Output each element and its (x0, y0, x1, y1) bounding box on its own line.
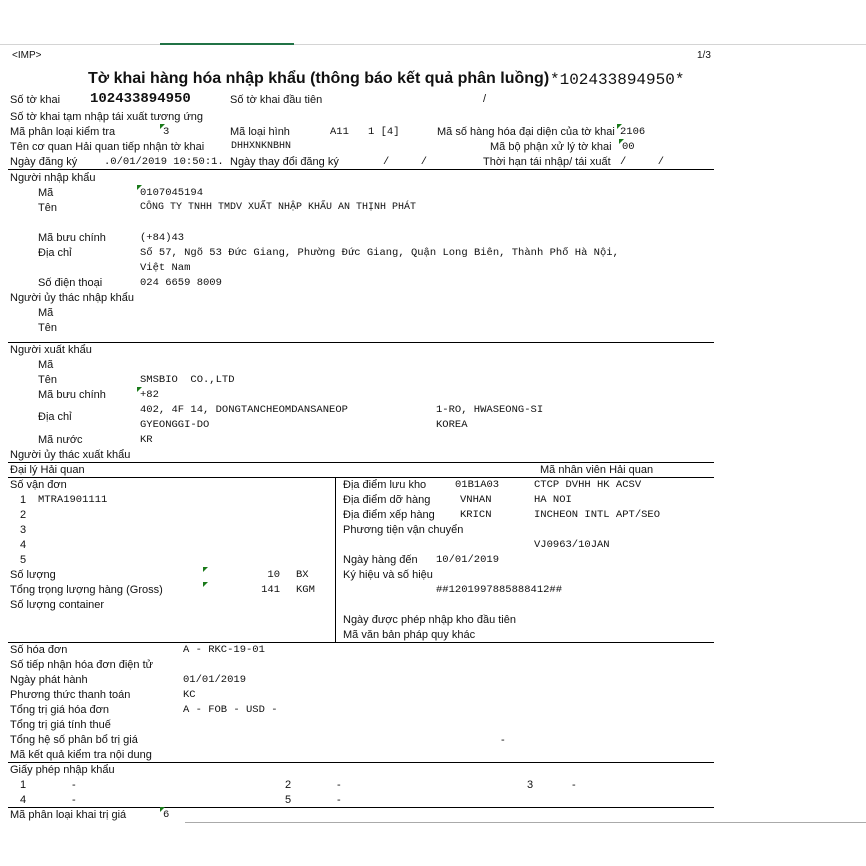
value: KRICN (460, 509, 492, 521)
declaration-number: 102433894950 (90, 91, 191, 107)
label: Địa điểm lưu kho (343, 479, 427, 491)
license-index: 2 (285, 779, 292, 791)
divider (8, 342, 714, 343)
unit: BX (296, 569, 309, 581)
value: INCHEON INTL APT/SEO (534, 509, 661, 521)
value: KOREA (436, 419, 468, 431)
section-title: Người ủy thác xuất khẩu (10, 449, 131, 461)
label: Số điện thoại (38, 277, 103, 289)
label: Giấy phép nhập khẩu (10, 764, 115, 776)
divider (8, 642, 714, 643)
value: KR (140, 434, 153, 446)
label: Ngày được phép nhập kho đầu tiên (343, 614, 516, 626)
value: DHHXNKNBHN (231, 141, 292, 152)
label: Ngày đăng ký (10, 156, 78, 168)
label: Tên cơ quan Hải quan tiếp nhận tờ khai (10, 141, 205, 153)
bill-index: 3 (20, 524, 27, 536)
value: 1 [4] (368, 126, 400, 138)
value: / / (383, 156, 428, 168)
label: Số vận đơn (10, 479, 67, 491)
license-index: 5 (285, 794, 292, 806)
value: A - RKC-19-01 (183, 644, 265, 656)
label: Mã nước (38, 434, 83, 446)
label: Mã phân loại khai trị giá (10, 809, 127, 821)
form-tag: <IMP> (12, 50, 42, 61)
label: Ngày thay đổi đăng ký (230, 156, 339, 168)
label: Mã văn bản pháp quy khác (343, 629, 476, 641)
label: Mã (38, 359, 54, 371)
cell-comment-marker (203, 567, 208, 572)
value: CÔNG TY TNHH TMDV XUẤT NHẬP KHẨU AN THỊNH PHÁT (140, 202, 417, 213)
label: Tên (38, 322, 57, 334)
value: 10 (267, 569, 280, 581)
label: Địa chỉ (38, 247, 72, 259)
bill-index: 1 (20, 494, 27, 506)
value: 2106 (620, 126, 646, 138)
label: Số lượng (10, 569, 56, 581)
label: Phương tiện vận chuyển (343, 524, 464, 536)
value: Số 57, Ngõ 53 Đức Giang, Phường Đức Giang, Quận Long Biên, Thành Phố Hà Nội, (140, 247, 619, 259)
label: Thời hạn tái nhập/ tái xuất (483, 156, 611, 168)
label: Số hóa đơn (10, 644, 68, 656)
label: Tên (38, 202, 57, 214)
label: Mã bưu chính (38, 389, 106, 401)
license-value: - (72, 794, 76, 806)
section-title: Người xuất khẩu (10, 344, 92, 356)
section-title: Người nhập khẩu (10, 172, 96, 184)
license-index: 4 (20, 794, 27, 806)
value: / / (620, 156, 665, 168)
value: VNHAN (460, 494, 492, 506)
value: - (501, 734, 505, 746)
label: Tên (38, 374, 57, 386)
page-break-line (185, 822, 866, 823)
cell-comment-marker (203, 582, 208, 587)
value: 0107045194 (140, 187, 204, 199)
label: Ký hiệu và số hiệu (343, 569, 433, 581)
page-title: Tờ khai hàng hóa nhập khẩu (thông báo kết quả phân luồng) (88, 70, 550, 87)
value: CTCP DVHH HK ACSV (534, 479, 642, 491)
value: 01B1A03 (455, 479, 500, 491)
label: Mã nhân viên Hải quan (540, 464, 654, 476)
label: Địa điểm dỡ hàng (343, 494, 431, 506)
license-value: - (337, 794, 341, 806)
value: / (483, 93, 487, 105)
label: Địa điểm xếp hàng (343, 509, 435, 521)
label: Tổng hệ số phân bổ trị giá (10, 734, 138, 746)
bill-index: 2 (20, 509, 27, 521)
label: Mã loại hình (230, 126, 290, 138)
label: Số tờ khai đầu tiên (230, 94, 323, 106)
label: Ngày phát hành (10, 674, 88, 686)
page-number: 1/3 (697, 50, 711, 61)
label: Số lượng container (10, 599, 105, 611)
label: Ngày hàng đến (343, 554, 418, 566)
label: Mã kết quả kiểm tra nội dung (10, 749, 152, 761)
value: 1-RO, HWASEONG-SI (436, 404, 544, 416)
license-value: - (72, 779, 76, 791)
license-index: 1 (20, 779, 27, 791)
section-title: Người ủy thác nhập khẩu (10, 292, 135, 304)
value: VJ0963/10JAN (534, 539, 610, 551)
license-value: - (337, 779, 341, 791)
label: Số tiếp nhận hóa đơn điện tử (10, 659, 154, 671)
value: ##1201997885888412## (436, 584, 563, 596)
label: Số tờ khai tạm nhập tái xuất tương ứng (10, 111, 204, 123)
value: 3 (163, 126, 170, 138)
value: Việt Nam (140, 262, 191, 274)
value: +82 (140, 389, 159, 401)
label: Mã (38, 307, 54, 319)
label: Tổng trọng lượng hàng (Gross) (10, 584, 163, 596)
unit: KGM (296, 584, 315, 596)
label: Số tờ khai (10, 94, 61, 106)
value: .0/01/2019 10:50:1. (104, 156, 224, 168)
value: SMSBIO CO.,LTD (140, 374, 235, 386)
label: Mã bộ phận xử lý tờ khai (490, 141, 612, 153)
divider (8, 169, 714, 170)
label: Đại lý Hải quan (10, 464, 85, 476)
value: 6 (163, 809, 170, 821)
selected-column-indicator (160, 43, 294, 45)
label: Mã (38, 187, 54, 199)
barcode-text: *102433894950* (550, 71, 685, 89)
bill-number: MTRA1901111 (38, 494, 108, 506)
column-divider (335, 478, 336, 643)
value: A11 (330, 126, 349, 138)
label: Mã số hàng hóa đại diện của tờ khai (437, 126, 615, 138)
label: Phương thức thanh toán (10, 689, 131, 701)
value: GYEONGGI-DO (140, 419, 210, 431)
label: Tổng trị giá hóa đơn (10, 704, 109, 716)
label: Tổng trị giá tính thuế (10, 719, 111, 731)
value: 01/01/2019 (183, 674, 247, 686)
value: KC (183, 689, 196, 701)
license-index: 3 (527, 779, 534, 791)
value: 10/01/2019 (436, 554, 500, 566)
value: 00 (622, 141, 635, 153)
bill-index: 4 (20, 539, 27, 551)
label: Mã phân loại kiểm tra (10, 126, 116, 138)
label: Mã bưu chính (38, 232, 106, 244)
value: 141 (261, 584, 280, 596)
value: 024 6659 8009 (140, 277, 222, 289)
value: HA NOI (534, 494, 572, 506)
spreadsheet-header-grid (0, 0, 866, 45)
label: Địa chỉ (38, 411, 72, 423)
value: A - FOB - USD - (183, 704, 278, 716)
license-value: - (572, 779, 576, 791)
value: 402, 4F 14, DONGTANCHEOMDANSANEOP (140, 404, 348, 416)
value: (+84)43 (140, 232, 185, 244)
bill-index: 5 (20, 554, 27, 566)
